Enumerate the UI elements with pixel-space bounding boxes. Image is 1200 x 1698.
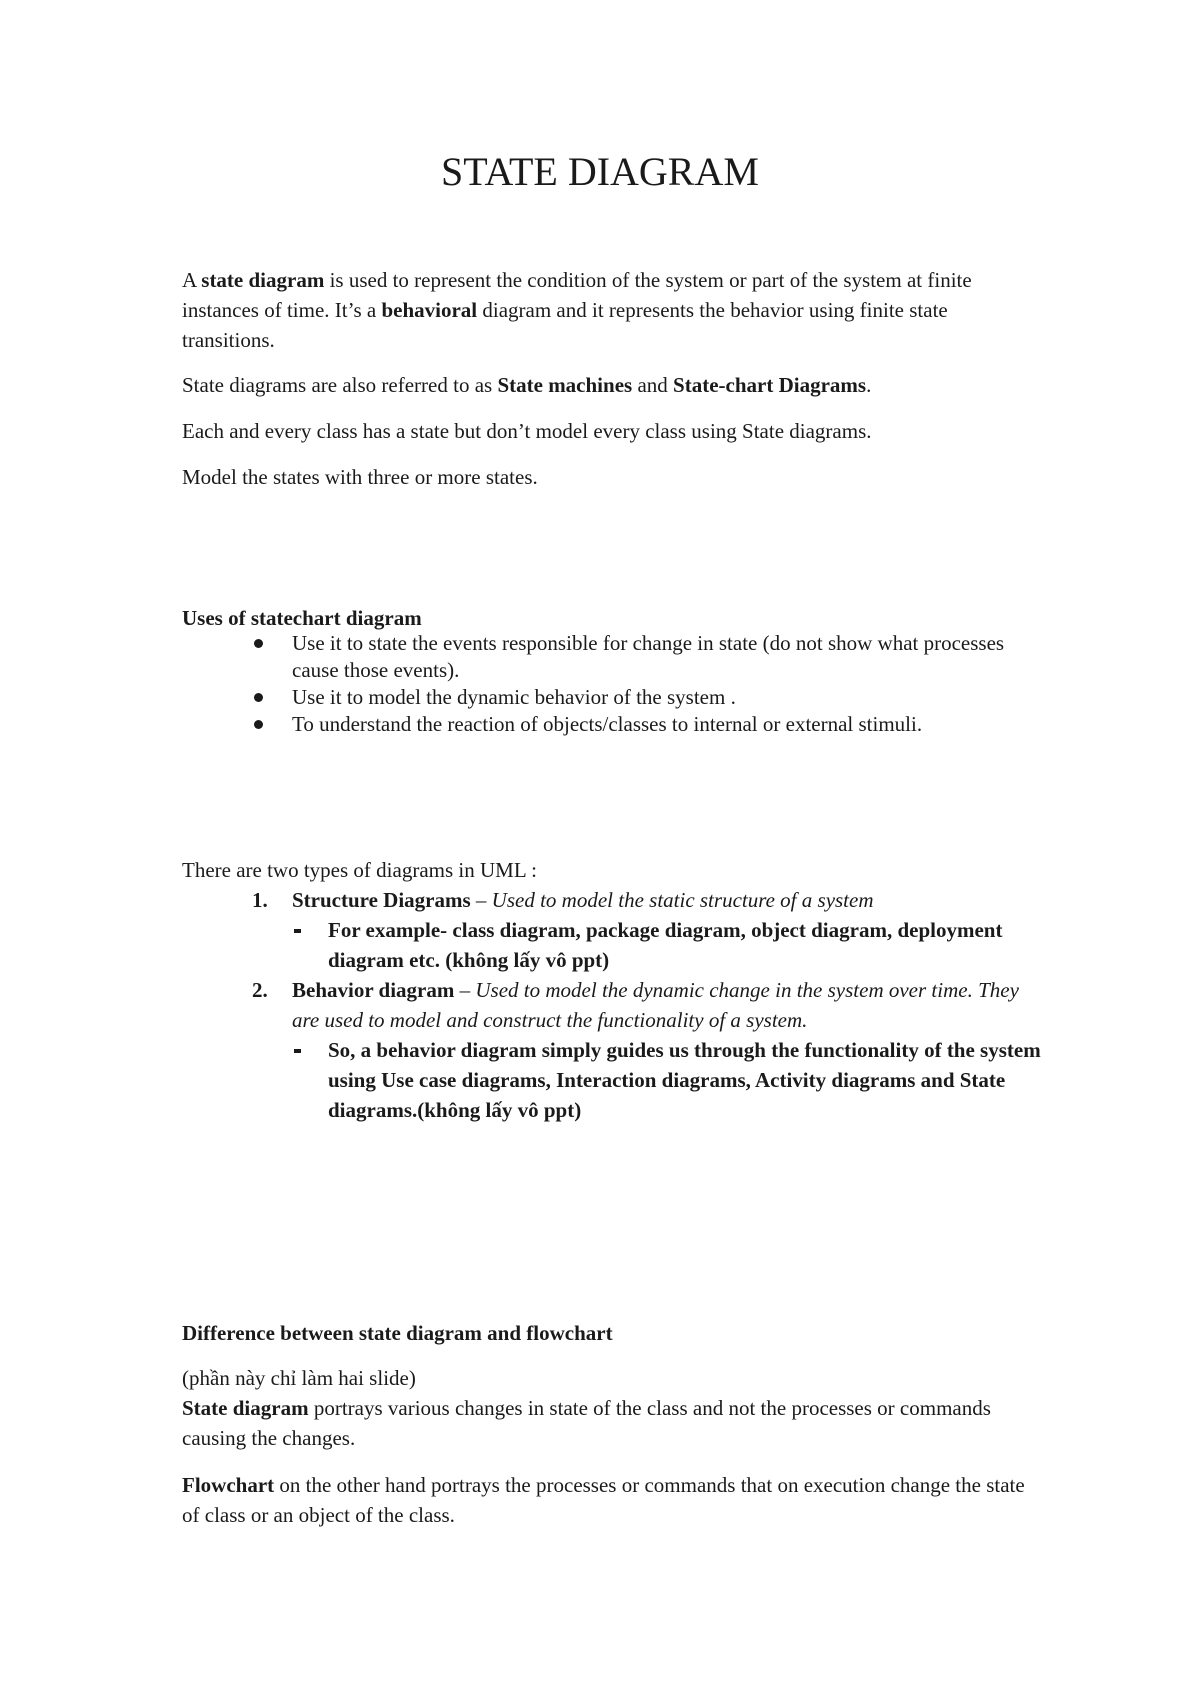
- difference-heading: Difference between state diagram and flowchart: [182, 1321, 613, 1345]
- types-list: [182, 885, 1042, 1125]
- also-referred-post: .: [866, 373, 872, 397]
- bullet-icon: [254, 720, 263, 729]
- term-behavior-diagram: Behavior diagram: [292, 978, 455, 1002]
- behavior-description: Used to model the dynamic change in the system over time. They are used to model and construct the functionality of a system.: [292, 978, 1019, 1032]
- flowchart-paragraph: [182, 1470, 1042, 1530]
- bullet-icon: [254, 639, 263, 648]
- list-item-text: Use it to model the dynamic behavior of the system .: [292, 685, 736, 709]
- square-bullet-icon: [294, 929, 301, 933]
- intro-term-behavioral: behavioral: [381, 298, 478, 322]
- intro-term-state-diagram: state diagram: [201, 268, 325, 292]
- also-referred-mid: and: [632, 373, 674, 397]
- uses-list: [182, 630, 1042, 738]
- square-bullet-icon: [294, 1049, 301, 1053]
- types-heading: There are two types of diagrams in UML :: [182, 858, 537, 882]
- flowchart-text: on the other hand portrays the processes or commands that on execution change the state of class or an object of the class.: [182, 1473, 1025, 1527]
- numbered-item-structure: [182, 885, 1042, 915]
- dash-separator: –: [454, 978, 476, 1002]
- sub-item-behavior-guide: [182, 1035, 1042, 1125]
- structure-description: Used to model the static structure of a system: [491, 888, 874, 912]
- list-item-text: Use it to state the events responsible for change in state (do not show what processes cause those events).: [292, 631, 1005, 682]
- also-referred-pre: State diagrams are also referred to as: [182, 373, 498, 397]
- state-diagram-paragraph: [182, 1393, 1042, 1453]
- uses-heading: Uses of statechart diagram: [182, 606, 422, 630]
- list-item: [182, 711, 1042, 738]
- sub-item-text: So, a behavior diagram simply guides us through the functionality of the system using Use case diagrams, Interaction diagrams, Activity diagrams and State diagrams.(không lấy vô ppt): [328, 1038, 1041, 1122]
- intro-text-a: A: [182, 268, 202, 292]
- sub-item-structure-example: [182, 915, 1042, 975]
- difference-note: (phần này chỉ làm hai slide): [182, 1366, 416, 1390]
- item-number: 2.: [252, 978, 268, 1002]
- intro-text-rest1: is used to represent the condition of the system or part of the system at finite instances of time. It’s a: [182, 268, 972, 322]
- also-referred-paragraph: [182, 370, 1042, 400]
- state-diagram-text: portrays various changes in state of the class and not the processes or commands causing the changes.: [182, 1396, 991, 1450]
- term-flowchart: Flowchart: [182, 1473, 275, 1497]
- list-item: [182, 630, 1042, 684]
- list-item-text: To understand the reaction of objects/classes to internal or external stimuli.: [292, 712, 923, 736]
- intro-paragraph: [182, 265, 1042, 355]
- intro-text-rest2: diagram and it represents the behavior using finite state transitions.: [182, 298, 948, 352]
- term-state-chart-diagrams: State-chart Diagrams: [673, 373, 867, 397]
- list-item: [182, 684, 1042, 711]
- page-title: STATE DIAGRAM: [441, 149, 759, 194]
- term-structure-diagrams: Structure Diagrams: [292, 888, 471, 912]
- numbered-item-behavior: [182, 975, 1042, 1035]
- sub-item-text: For example- class diagram, package diagram, object diagram, deployment diagram etc. (không lấy vô ppt): [328, 918, 1003, 972]
- model-states-paragraph: Model the states with three or more states.: [182, 465, 538, 489]
- item-number: 1.: [252, 888, 268, 912]
- term-state-machines: State machines: [497, 373, 633, 397]
- term-state-diagram: State diagram: [182, 1396, 309, 1420]
- bullet-icon: [254, 693, 263, 702]
- each-class-paragraph: Each and every class has a state but don’t model every class using State diagrams.: [182, 419, 872, 443]
- dash-separator: –: [470, 888, 492, 912]
